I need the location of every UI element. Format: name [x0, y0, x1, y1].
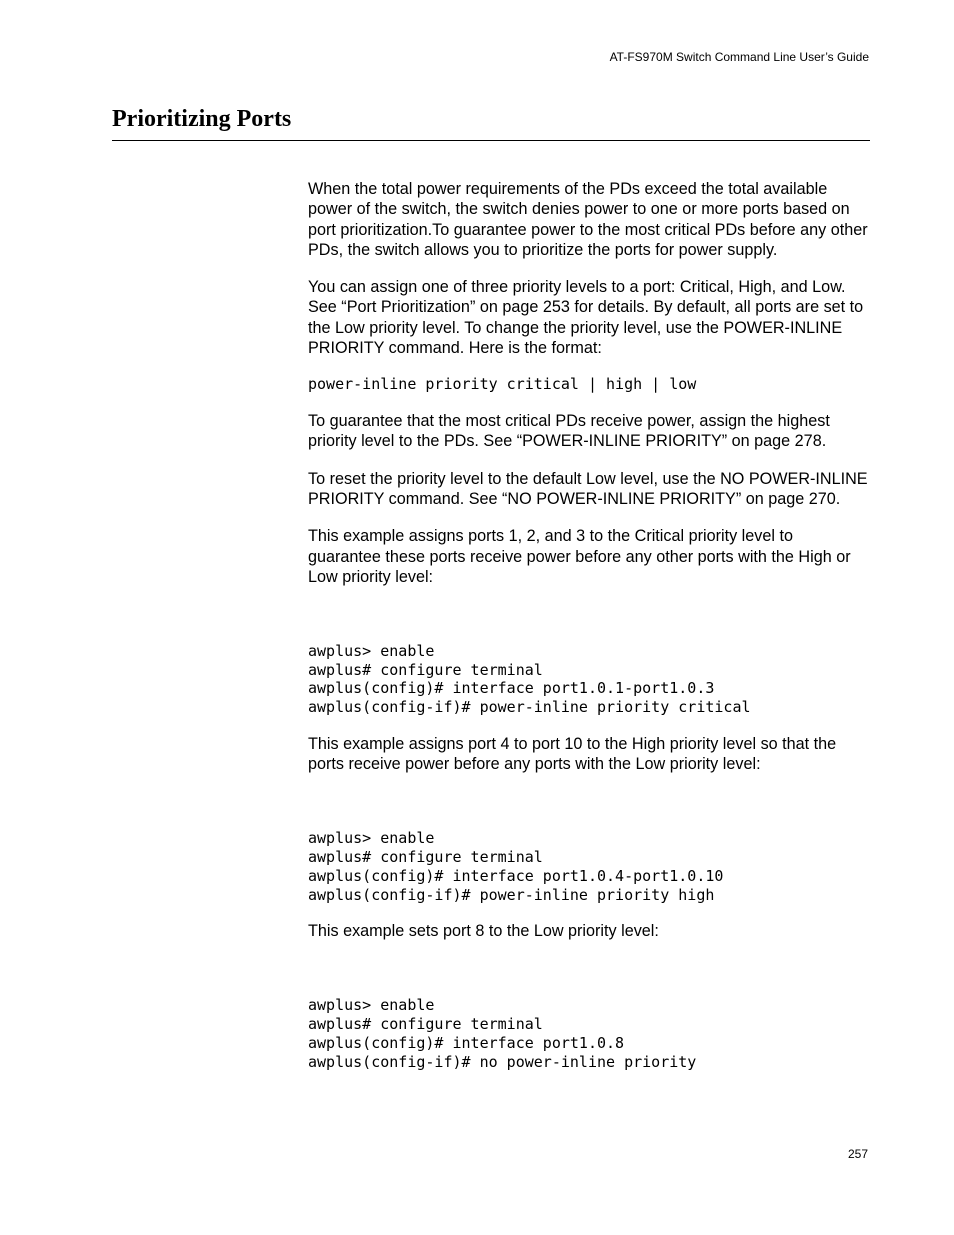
section-title: Prioritizing Ports: [112, 106, 292, 132]
code-line: awplus> enable: [308, 641, 435, 660]
code-example-critical: [308, 604, 870, 717]
code-line: awplus(config)# interface port1.0.4-port1.0.10: [308, 866, 724, 885]
paragraph-example-low: This example sets port 8 to the Low priority level:: [308, 922, 659, 941]
code-line: awplus(config)# interface port1.0.1-port1.0.3: [308, 679, 715, 698]
code-example-low: [308, 959, 870, 1072]
page-number: 257: [847, 1147, 868, 1161]
code-line: awplus(config-if)# power-inline priority high: [308, 885, 715, 904]
code-line: awplus# configure terminal: [308, 660, 543, 679]
code-format: [308, 375, 870, 394]
code-example-high: [308, 792, 870, 905]
code-line: awplus> enable: [308, 829, 435, 848]
paragraph-reset-priority: To reset the priority level to the default Low level, use the NO POWER-INLINE PRIORITY command. See “NO POWER-INLINE PRIORITY” on page 270.: [308, 469, 868, 509]
code-line: awplus(config-if)# power-inline priority critical: [308, 698, 751, 717]
running-header: AT-FS970M Switch Command Line User’s Guide: [609, 50, 869, 64]
title-rule: [112, 140, 870, 141]
code-line: awplus> enable: [308, 996, 435, 1015]
code-line: awplus# configure terminal: [308, 848, 543, 867]
code-line: awplus(config)# interface port1.0.8: [308, 1033, 625, 1052]
code-line: power-inline priority critical | high | low: [308, 375, 697, 394]
paragraph-highest-priority: To guarantee that the most critical PDs receive power, assign the highest priority level to the PDs. See “POWER-INLINE PRIORITY” on page 278.: [308, 412, 830, 451]
paragraph-example-critical: This example assigns ports 1, 2, and 3 to the Critical priority level to guarantee these ports receive power before any other ports with the High or Low priority level:: [308, 527, 851, 586]
paragraph-priority-levels: You can assign one of three priority levels to a port: Critical, High, and Low. See “Port Prioritization” on page 253 for details. By default, all ports are set to the Low priority level. To change the priority level, use the POWER-INLINE PRIORITY command. Here is the format:: [308, 278, 864, 358]
body-content: [308, 179, 870, 1088]
paragraph-example-high: This example assigns port 4 to port 10 to the High priority level so that the ports receive power before any ports with the Low priority level:: [308, 735, 837, 774]
paragraph-power-requirements: When the total power requirements of the PDs exceed the total available power of the switch, the switch denies power to one or more ports based on port prioritization.To guarantee power to the most critical PDs before any other PDs, the switch allows you to prioritize the ports for power supply.: [308, 180, 868, 259]
code-line: awplus# configure terminal: [308, 1015, 543, 1034]
code-line: awplus(config-if)# no power-inline priority: [308, 1052, 697, 1071]
